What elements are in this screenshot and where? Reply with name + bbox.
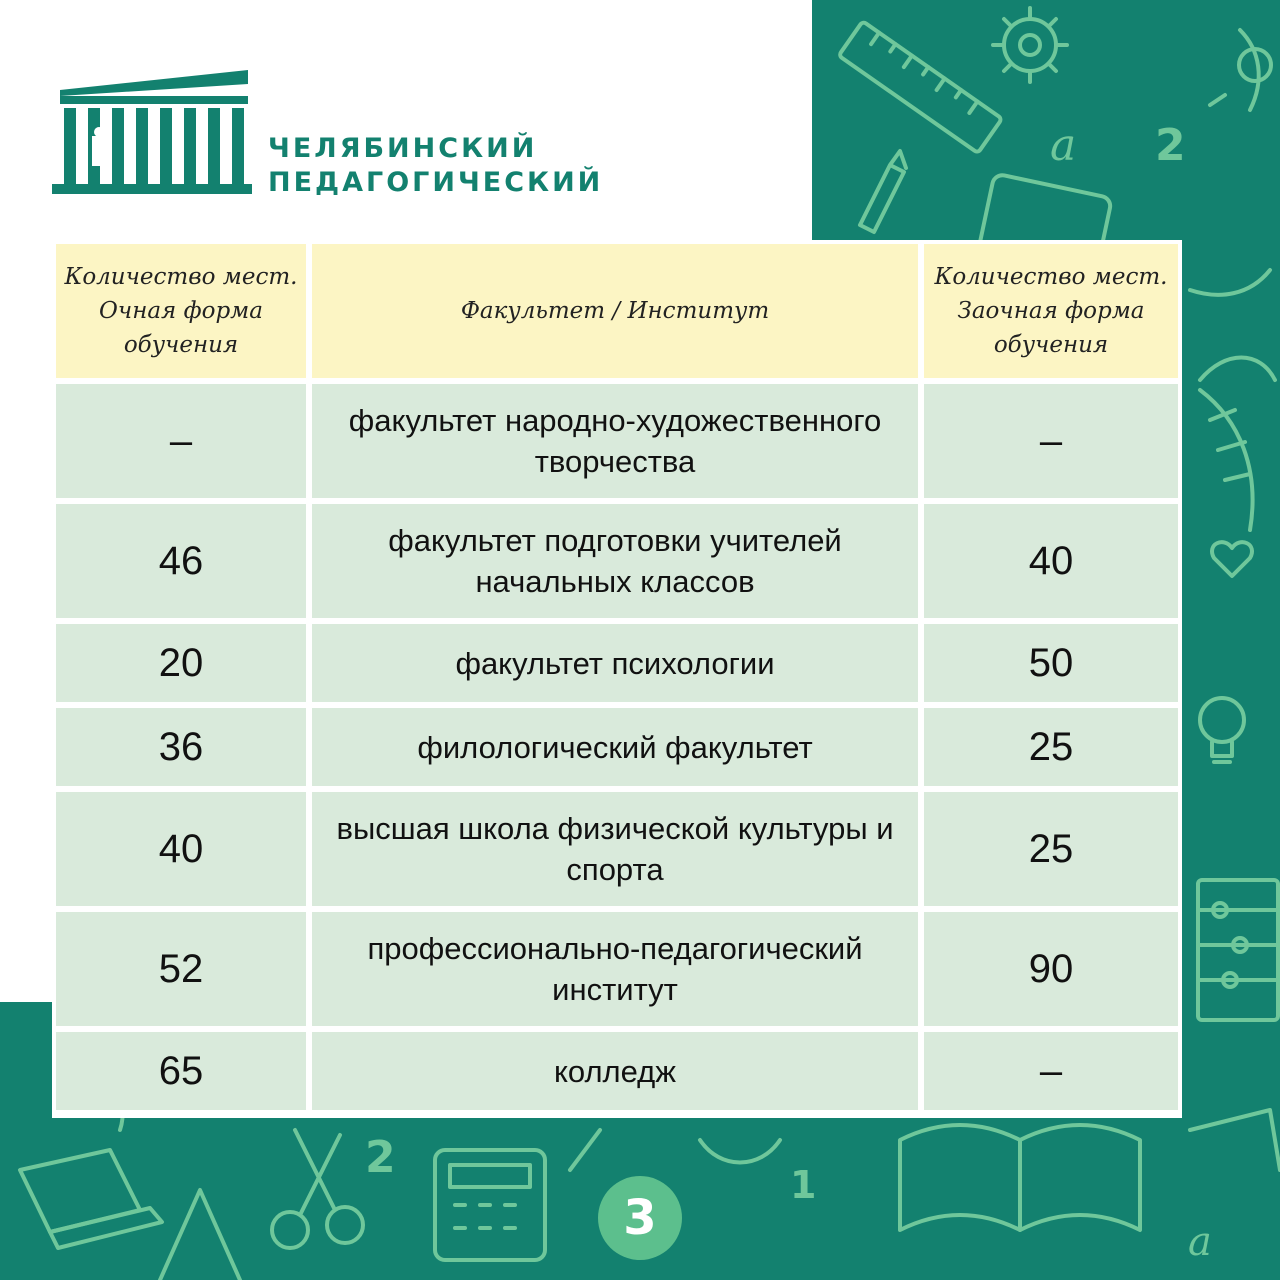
svg-text:a: a (1050, 120, 1077, 171)
row-3-faculty: факультет психологии (312, 624, 918, 702)
row-5-full-time: 40 (56, 792, 306, 906)
svg-text:1: 1 (790, 1163, 817, 1207)
row-3-part-time: 50 (924, 624, 1178, 702)
university-name (268, 132, 608, 200)
row-2-faculty: факультет подготовки учителей начальных классов (312, 504, 918, 618)
laptop-doodle (20, 1150, 162, 1248)
gear-doodle (993, 8, 1067, 82)
svg-text:2: 2 (1155, 120, 1186, 171)
row-7-full-time: 65 (56, 1032, 306, 1110)
row-7-faculty: колледж (312, 1032, 918, 1110)
abacus-doodle (1198, 880, 1278, 1020)
header-part-time-seats: Количество мест. Заочная форма обучения (924, 244, 1178, 378)
page-number-badge: 3 (598, 1176, 682, 1260)
svg-text:a: a (1188, 1219, 1212, 1265)
scissors-doodle (272, 1130, 363, 1248)
row-7-part-time: – (924, 1032, 1178, 1110)
row-6-part-time: 90 (924, 912, 1178, 1026)
row-4-faculty: филологический факультет (312, 708, 918, 786)
row-5-part-time: 25 (924, 792, 1178, 906)
row-6-full-time: 52 (56, 912, 306, 1026)
row-4-full-time: 36 (56, 708, 306, 786)
admission-seats-table (52, 240, 1182, 1118)
row-2-part-time: 40 (924, 504, 1178, 618)
leaf-doodle (1200, 390, 1253, 530)
header-faculty: Факультет / Институт (312, 244, 918, 378)
ruler-doodle (839, 21, 1002, 153)
logo-line-1: ЧЕЛЯБИНСКИЙ (268, 133, 538, 164)
logo-line-2: ПЕДАГОГИЧЕСКИЙ (268, 167, 604, 198)
book-doodle (900, 1125, 1140, 1230)
row-4-part-time: 25 (924, 708, 1178, 786)
svg-text:2: 2 (365, 1132, 396, 1183)
header-full-time-seats: Количество мест. Очная форма обучения (56, 244, 306, 378)
row-3-full-time: 20 (56, 624, 306, 702)
left-white-panel (0, 240, 52, 1002)
row-1-faculty: факультет народно-художественного творчества (312, 384, 918, 498)
bulb-doodle (1200, 698, 1244, 762)
heart-doodle (1212, 542, 1252, 576)
row-1-part-time: – (924, 384, 1178, 498)
pencil-doodle (860, 151, 906, 232)
row-6-faculty: профессионально-педагогический институт (312, 912, 918, 1026)
calculator-doodle (435, 1150, 545, 1260)
row-2-full-time: 46 (56, 504, 306, 618)
row-1-full-time: – (56, 384, 306, 498)
row-5-faculty: высшая школа физической культуры и спорта (312, 792, 918, 906)
